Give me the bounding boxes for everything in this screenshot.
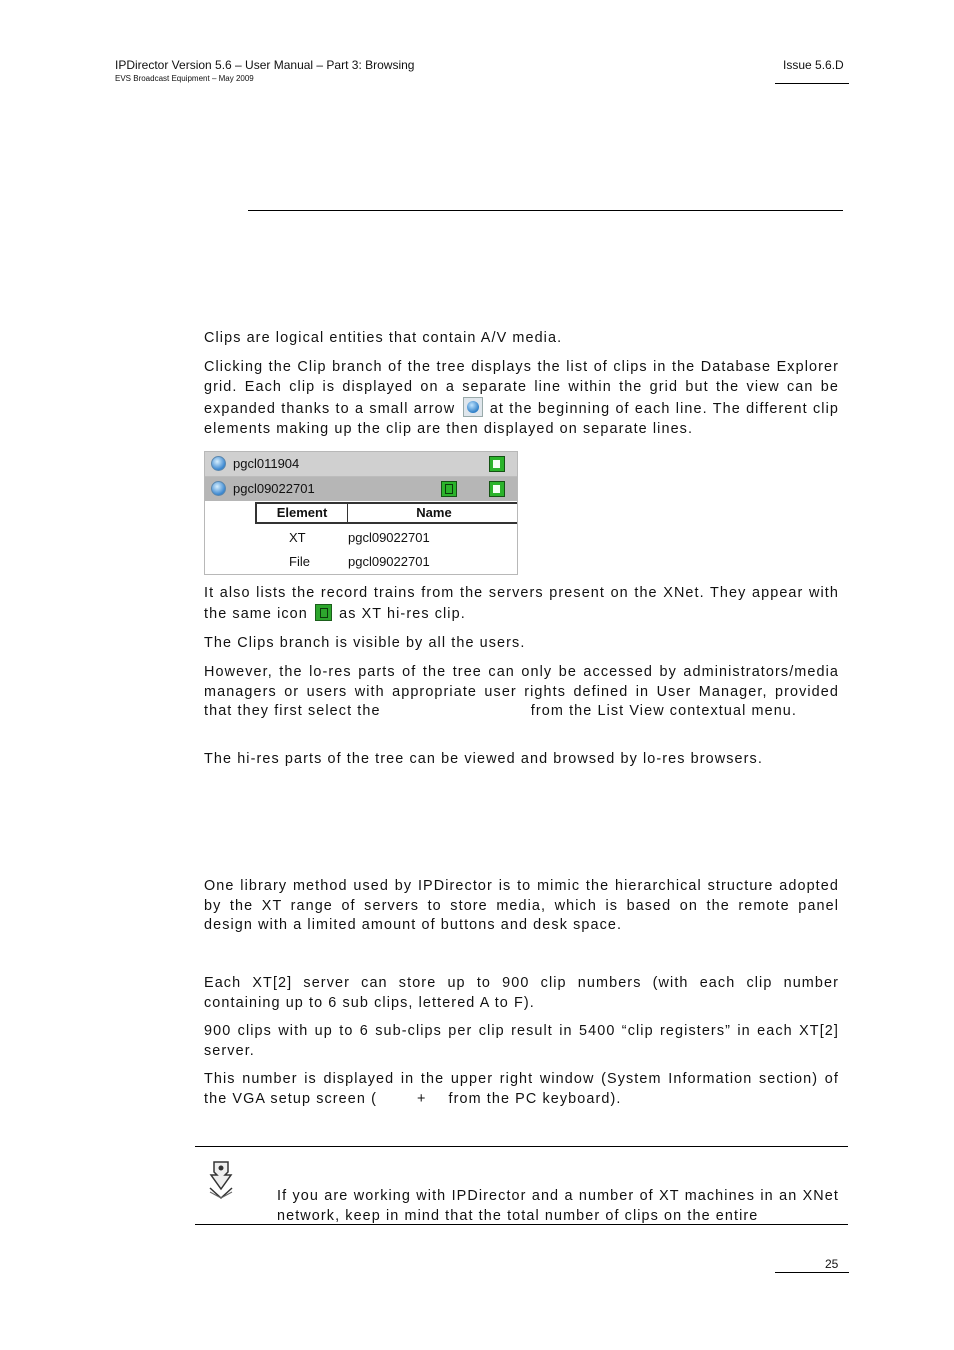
section-title-rule xyxy=(248,210,843,211)
paragraph-record-trains xyxy=(204,584,839,624)
clip-name: pgcl09022701 xyxy=(233,481,315,496)
header-title: IPDirector Version 5.6 – User Manual – Part 3: Browsing xyxy=(115,58,415,72)
paragraph-lo-res-part1: However, the lo-res parts of the tree can only be accessed by administrators/media managers or users with appropriate user rights defined in User Manager, provided that they first select the xyxy=(204,664,839,719)
table-row[interactable] xyxy=(205,477,518,501)
paragraph-vga-part2: from the PC keyboard). xyxy=(448,1090,622,1107)
sub-grid-header xyxy=(255,502,518,524)
paragraph-record-trains-part2: as XT hi-res clip. xyxy=(339,605,466,622)
name-cell: pgcl09022701 xyxy=(348,554,430,569)
paragraph-clips-definition: Clips are logical entities that contain A/V media. xyxy=(204,330,563,346)
paragraph-clip-branch-part1: Clicking the Clip branch of the tree displays the list of clips in the Database Explorer grid. Each clip is displayed on a separate line within the grid but the view can be expanded thanks to a small arrow xyxy=(204,359,839,417)
footer-rule xyxy=(775,1272,849,1273)
paragraph-vga-plus: + xyxy=(416,1090,427,1107)
paragraph-hi-res: The hi-res parts of the tree can be viewed and browsed by lo-res browsers. xyxy=(204,751,763,767)
note-pointer-icon xyxy=(206,1160,236,1200)
paragraph-vga-part1: This number is displayed in the upper right window (System Information section) of the VGA setup screen ( xyxy=(204,1071,839,1107)
table-row[interactable] xyxy=(205,550,518,574)
collapse-arrow-icon[interactable] xyxy=(211,481,226,496)
note-rule-bottom xyxy=(195,1224,848,1225)
paragraph-visibility: The Clips branch is visible by all the users. xyxy=(204,635,526,651)
xt-clip-icon xyxy=(441,481,457,497)
xt-clip-icon xyxy=(315,604,332,621)
paragraph-vga-setup xyxy=(204,1070,839,1109)
header-issue: Issue 5.6.D xyxy=(783,58,844,72)
name-cell: pgcl09022701 xyxy=(348,530,430,545)
element-cell: XT xyxy=(289,530,306,545)
paragraph-lo-res-part2: from the List View contextual menu. xyxy=(530,703,797,719)
header-rule xyxy=(775,83,849,84)
table-row[interactable] xyxy=(205,526,518,550)
element-cell: File xyxy=(289,554,310,569)
file-clip-icon xyxy=(489,456,505,472)
paragraph-library-method: One library method used by IPDirector is to mimic the hierarchical structure adopted by the XT range of servers to store media, which is based on the remote panel design with a limited amount of buttons and desk space. xyxy=(204,878,839,933)
note-rule-top xyxy=(195,1146,848,1147)
note-text: If you are working with IPDirector and a number of XT machines in an XNet network, keep in mind that the total number of clips on the entire xyxy=(277,1188,839,1224)
paragraph-lo-res-access xyxy=(204,663,839,722)
clip-name: pgcl011904 xyxy=(233,456,300,471)
expand-arrow-icon[interactable] xyxy=(211,456,226,471)
table-row[interactable] xyxy=(205,452,518,477)
expand-arrow-icon xyxy=(463,397,483,417)
file-clip-icon xyxy=(489,481,505,497)
database-explorer-grid xyxy=(204,451,518,575)
paragraph-clip-branch-part2: at the beginning of each line. The different clip elements making up the clip are then displayed on separate lines. xyxy=(204,401,839,437)
page-number: 25 xyxy=(825,1257,839,1271)
header-subtitle: EVS Broadcast Equipment – May 2009 xyxy=(115,74,254,83)
column-header-element[interactable]: Element xyxy=(257,504,348,522)
paragraph-clip-branch xyxy=(204,358,839,439)
paragraph-record-trains-part1: It also lists the record trains from the servers present on the XNet. They appear with the same icon xyxy=(204,585,839,622)
paragraph-clip-registers: 900 clips with up to 6 sub-clips per clip result in 5400 “clip registers” in each XT[2] server. xyxy=(204,1023,839,1059)
paragraph-xt-storage: Each XT[2] server can store up to 900 clip numbers (with each clip number containing up to 6 sub clips, lettered A to F). xyxy=(204,975,839,1011)
column-header-name[interactable]: Name xyxy=(416,505,452,520)
